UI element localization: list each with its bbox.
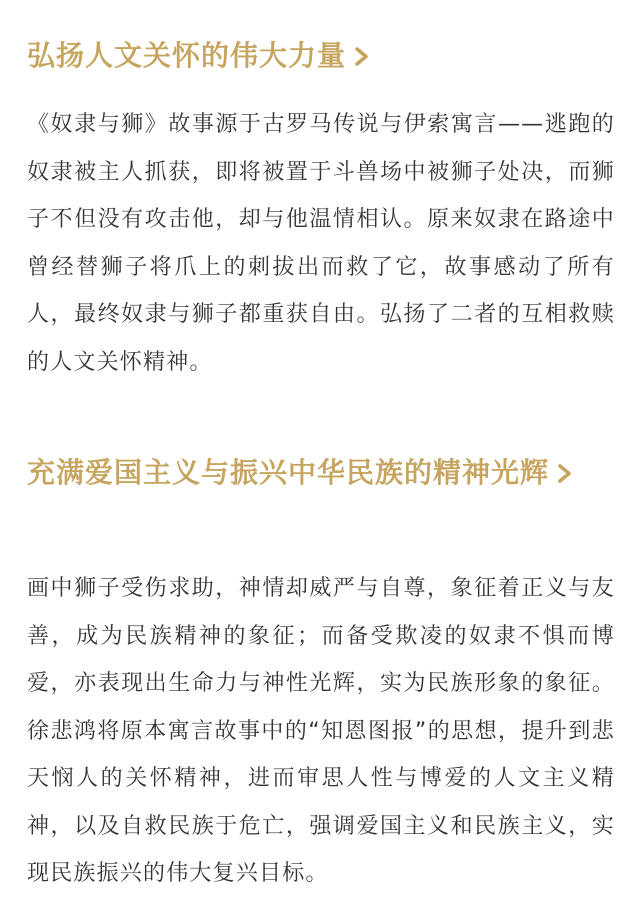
section-paragraph: 《奴隶与狮》故事源于古罗马传说与伊索寓言——逃跑的奴隶被主人抓获，即将被置于斗兽场中被狮子处决，而狮子不但没有攻击他，却与他温情相认。原来奴隶在路途中曾经替狮子将爪上的刺拔出而救了它，故事感动了所有人，最终奴隶与狮子都重获自由。弘扬了二者的互相救赎的人文关怀精神。 — [27, 112, 615, 375]
section-heading — [27, 444, 617, 502]
chevron-right-icon — [354, 47, 369, 66]
section-heading-text: 弘扬人文关怀的伟大力量 — [27, 39, 347, 72]
section-heading — [27, 27, 617, 85]
chevron-right-icon — [557, 464, 572, 483]
section-paragraph: 画中狮子受伤求助，神情却威严与自尊，象征着正义与友善，成为民族精神的象征；而备受欺凌的奴隶不惧而博爱，亦表现出生命力与神性光辉，实为民族形象的象征。徐悲鸿将原本寓言故事中的“知恩图报”的思想，提升到悲天悯人的关怀精神，进而审思人性与博爱的人文主义精神，以及自救民族于危亡，强调爱国主义和民族主义，实现民族振兴的伟大复兴目标。 — [27, 576, 615, 886]
section-heading-text: 充满爱国主义与振兴中华民族的精神光辉 — [27, 456, 550, 489]
